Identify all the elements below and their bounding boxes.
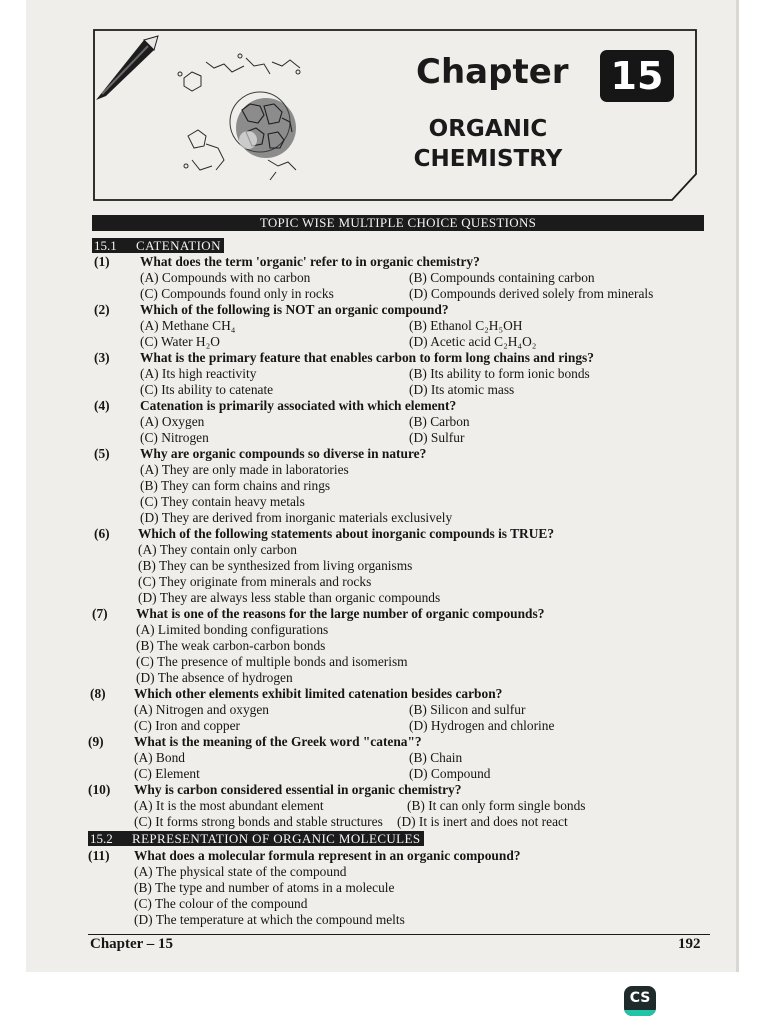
question-text: Which other elements exhibit limited catenation besides carbon?	[134, 686, 503, 701]
footer-divider	[88, 934, 710, 935]
option: (A) They contain only carbon	[138, 542, 297, 557]
question-text: Which of the following is NOT an organic compound?	[140, 302, 449, 317]
question-number: (1)	[94, 254, 110, 269]
option: (A) Its high reactivity	[140, 366, 257, 381]
page-edge	[736, 0, 739, 972]
question-number: (4)	[94, 398, 110, 413]
section-heading	[88, 831, 424, 846]
option: (D) It is inert and does not react	[397, 814, 568, 829]
question-text: Catenation is primarily associated with which element?	[140, 398, 457, 413]
option: (B) It can only form single bonds	[407, 798, 586, 813]
camscanner-logo	[624, 986, 656, 1016]
option: (A) Bond	[134, 750, 185, 765]
question-text: Why are organic compounds so diverse in nature?	[140, 446, 427, 461]
option: (D) Acetic acid C₂H₄O₂	[409, 334, 537, 349]
option: (D) The temperature at which the compound melts	[134, 912, 405, 927]
question-number: (9)	[88, 734, 104, 749]
option: (D) Compound	[409, 766, 491, 781]
option: (D) They are always less stable than organic compounds	[138, 590, 441, 605]
option: (D) Sulfur	[409, 430, 465, 445]
option: (C) It forms strong bonds and stable structures	[134, 814, 383, 829]
logo-stripe	[624, 1010, 656, 1016]
option: (B) Carbon	[409, 414, 470, 429]
option: (D) Compounds derived solely from minerals	[409, 286, 654, 301]
question-number: (3)	[94, 350, 110, 365]
option: (A) It is the most abundant element	[134, 798, 324, 813]
question-text: What is the primary feature that enables carbon to form long chains and rings?	[140, 350, 594, 365]
pen-icon	[94, 30, 166, 104]
option: (A) Compounds with no carbon	[140, 270, 311, 285]
section-name: REPRESENTATION OF ORGANIC MOLECULES	[132, 831, 421, 846]
section-number: 15.1	[94, 238, 117, 253]
page-number: 192	[678, 936, 701, 952]
question-text: Why is carbon considered essential in organic chemistry?	[134, 782, 462, 797]
question-number: (11)	[88, 848, 110, 863]
option: (C) The colour of the compound	[134, 896, 308, 911]
question-text: What does the term 'organic' refer to in organic chemistry?	[140, 254, 480, 269]
section-number: 15.2	[90, 831, 113, 846]
option: (A) The physical state of the compound	[134, 864, 347, 879]
question-text: What is one of the reasons for the large number of organic compounds?	[136, 606, 545, 621]
option: (B) Silicon and sulfur	[409, 702, 526, 717]
option: (B) The type and number of atoms in a molecule	[134, 880, 395, 895]
section-heading	[92, 238, 224, 253]
footer-chapter-label: Chapter – 15	[90, 936, 174, 952]
question-text: What is the meaning of the Greek word "catena"?	[134, 734, 422, 749]
option: (C) Element	[134, 766, 200, 781]
chapter-number-badge: 15	[600, 50, 674, 102]
question-text: What does a molecular formula represent in an organic compound?	[134, 848, 521, 863]
topic-banner: TOPIC WISE MULTIPLE CHOICE QUESTIONS	[92, 215, 704, 231]
question-number: (6)	[94, 526, 110, 541]
option: (B) The weak carbon-carbon bonds	[136, 638, 326, 653]
camscanner-logo-text: CS	[629, 990, 651, 1006]
option: (C) Nitrogen	[140, 430, 209, 445]
question-text: Which of the following statements about inorganic compounds is TRUE?	[138, 526, 555, 541]
question-number: (2)	[94, 302, 110, 317]
option: (B) Ethanol C₂H₅OH	[409, 318, 523, 333]
molecule-illustration-icon	[176, 48, 326, 184]
chapter-title-line-1: ORGANIC	[428, 116, 548, 142]
question-number: (5)	[94, 446, 110, 461]
option: (A) Oxygen	[140, 414, 205, 429]
option: (B) Its ability to form ionic bonds	[409, 366, 590, 381]
option: (C) Iron and copper	[134, 718, 240, 733]
option: (A) Nitrogen and oxygen	[134, 702, 269, 717]
question-number: (7)	[92, 606, 108, 621]
chapter-title-line-2: CHEMISTRY	[413, 146, 563, 172]
option: (C) They contain heavy metals	[140, 494, 305, 509]
option: (B) They can be synthesized from living organisms	[138, 558, 413, 573]
option: (C) The presence of multiple bonds and isomerism	[136, 654, 408, 669]
question-number: (8)	[90, 686, 106, 701]
option: (B) Compounds containing carbon	[409, 270, 595, 285]
chapter-heading: Chapter	[416, 52, 569, 92]
option: (D) Hydrogen and chlorine	[409, 718, 555, 733]
option: (C) Its ability to catenate	[140, 382, 274, 397]
chapter-title	[396, 114, 580, 174]
option: (D) Its atomic mass	[409, 382, 515, 397]
option: (D) The absence of hydrogen	[136, 670, 293, 685]
option: (D) They are derived from inorganic materials exclusively	[140, 510, 453, 525]
question-number: (10)	[88, 782, 111, 797]
section-name: CATENATION	[136, 238, 221, 253]
option: (C) They originate from minerals and rocks	[138, 574, 372, 589]
option: (A) They are only made in laboratories	[140, 462, 349, 477]
option: (C) Compounds found only in rocks	[140, 286, 334, 301]
option: (A) Limited bonding configurations	[136, 622, 329, 637]
option: (A) Methane CH₄	[140, 318, 236, 333]
option: (B) They can form chains and rings	[140, 478, 331, 493]
option: (C) Water H₂O	[140, 334, 220, 349]
option: (B) Chain	[409, 750, 463, 765]
